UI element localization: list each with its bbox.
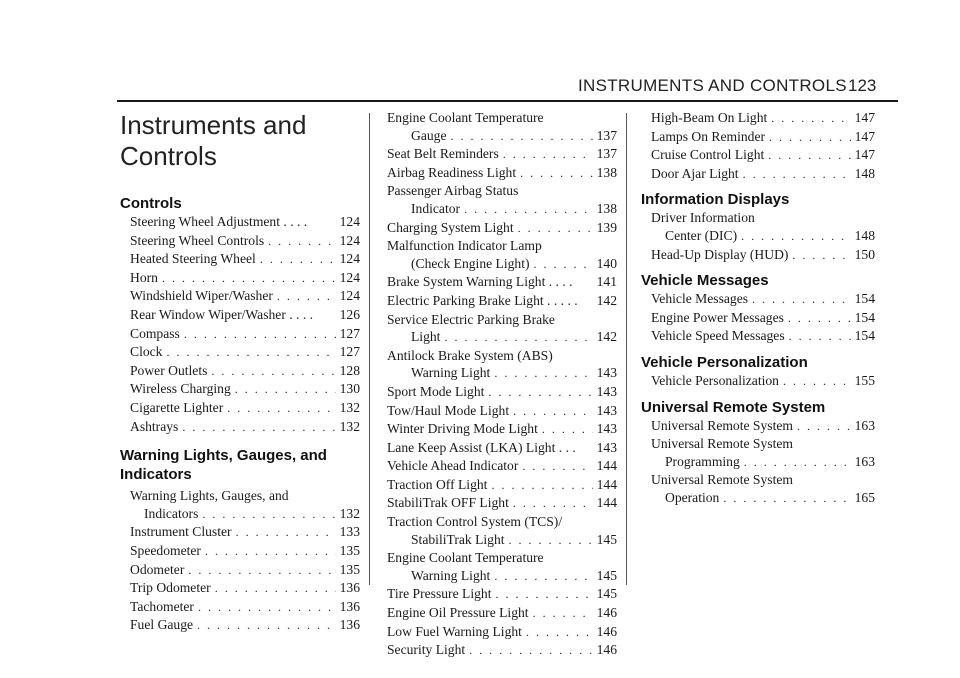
toc-entry[interactable]: Wireless Charging . . . 130: [120, 380, 360, 399]
toc-entry[interactable]: Vehicle Ahead Indicator . . . 144: [387, 457, 617, 476]
toc-entry[interactable]: Universal Remote System . . . 163: [641, 417, 875, 436]
toc-entry-lead[interactable]: Universal Remote System: [651, 436, 793, 452]
section-heading-vehicle-personalization: Vehicle Personalization: [641, 353, 808, 371]
toc-entry[interactable]: Instrument Cluster . . . 133: [120, 523, 360, 542]
toc-entry[interactable]: Security Light . . . 146: [387, 641, 617, 660]
toc-entry[interactable]: Fuel Gauge . . . 136: [120, 616, 360, 635]
toc-entry[interactable]: Heated Steering Wheel . . . 124: [120, 250, 360, 269]
toc-entry[interactable]: Odometer . . . 135: [120, 561, 360, 580]
toc-entry-lead[interactable]: Engine Coolant Temperature: [387, 110, 544, 125]
toc-entry[interactable]: Engine Power Messages . . . 154: [641, 309, 875, 328]
column-divider: [369, 113, 370, 585]
column-divider: [626, 113, 627, 585]
toc-entry[interactable]: Cruise Control Light . . . 147: [641, 146, 875, 165]
toc-entry-lead[interactable]: Antilock Brake System (ABS): [387, 347, 553, 363]
section-heading-controls: Controls: [120, 195, 182, 212]
toc-entry[interactable]: Steering Wheel Controls . . . 124: [120, 232, 360, 251]
chapter-title-line2: Controls: [120, 141, 217, 171]
toc-entry[interactable]: Ashtrays . . . 132: [120, 418, 360, 437]
toc-entry[interactable]: Seat Belt Reminders . . . 137: [387, 145, 617, 164]
toc-entry[interactable]: Compass . . . 127: [120, 325, 360, 344]
toc-entry-lead[interactable]: Passenger Airbag Status: [387, 183, 519, 199]
toc-column-1: [120, 194, 360, 635]
toc-entry[interactable]: StabiliTrak OFF Light . . . 144: [387, 494, 617, 513]
toc-entry[interactable]: Vehicle Messages . . . 154: [641, 290, 875, 309]
toc-entry-lead[interactable]: Engine Coolant Temperature: [387, 550, 544, 566]
toc-entry[interactable]: Sport Mode Light . . . 143: [387, 383, 617, 402]
toc-entry[interactable]: High-Beam On Light . . . 147: [641, 109, 875, 128]
section-heading-information-displays: Information Displays: [641, 191, 790, 209]
toc-column-2: [387, 109, 617, 660]
toc-entry[interactable]: Head-Up Display (HUD) . . . 150: [641, 246, 875, 265]
toc-entry[interactable]: Engine Oil Pressure Light . . . 146: [387, 604, 617, 623]
toc-entry[interactable]: Tachometer . . . 136: [120, 598, 360, 617]
toc-entry[interactable]: Electric Parking Brake Light . . . . . 142: [387, 292, 617, 308]
section-heading-universal-remote-system: Universal Remote System: [641, 398, 826, 416]
chapter-title: [120, 110, 306, 172]
toc-entry[interactable]: Clock . . . 127: [120, 343, 360, 362]
toc-entry-lead[interactable]: Driver Information: [651, 210, 755, 226]
toc-entry[interactable]: Horn . . . 124: [120, 269, 360, 288]
toc-entry-lead[interactable]: Warning Lights, Gauges, and: [130, 488, 289, 504]
toc-entry[interactable]: Rear Window Wiper/Washer . . . . 126: [130, 306, 360, 322]
toc-entry[interactable]: Cigarette Lighter . . . 132: [120, 399, 360, 418]
toc-entry[interactable]: Vehicle Personalization . . . 155: [641, 372, 875, 391]
toc-entry[interactable]: Airbag Readiness Light . . . 138: [387, 164, 617, 183]
toc-entry[interactable]: Steering Wheel Adjustment . . . . 124: [130, 214, 360, 229]
toc-entry[interactable]: Power Outlets . . . 128: [120, 362, 360, 381]
toc-entry[interactable]: Operation . . . 165: [641, 489, 875, 508]
toc-entry[interactable]: Warning Light . . . 143: [387, 364, 617, 383]
toc-entry[interactable]: Warning Light . . . 145: [387, 567, 617, 586]
toc-entry[interactable]: Trip Odometer . . . 136: [120, 579, 360, 598]
toc-entry[interactable]: Tire Pressure Light . . . 145: [387, 585, 617, 604]
toc-entry[interactable]: Brake System Warning Light . . . . 141: [387, 274, 617, 290]
toc-entry[interactable]: Charging System Light . . . 139: [387, 219, 617, 238]
section-heading-vehicle-messages: Vehicle Messages: [641, 272, 769, 290]
toc-entry-lead[interactable]: Universal Remote System: [651, 472, 793, 488]
toc-entry[interactable]: Winter Driving Mode Light . . . 143: [387, 420, 617, 439]
toc-entry-lead[interactable]: Traction Control System (TCS)/: [387, 514, 563, 530]
toc-entry[interactable]: Light . . . 142: [387, 328, 617, 347]
toc-entry[interactable]: Windshield Wiper/Washer . . . 124: [120, 287, 360, 306]
toc-entry[interactable]: Low Fuel Warning Light . . . 146: [387, 623, 617, 642]
header-rule: [117, 100, 898, 102]
toc-entry[interactable]: Gauge . . . 137: [387, 127, 617, 146]
toc-entry[interactable]: Speedometer . . . 135: [120, 542, 360, 561]
toc-entry[interactable]: Lamps On Reminder . . . 147: [641, 128, 875, 147]
toc-entry[interactable]: Lane Keep Assist (LKA) Light . . . 143: [387, 439, 617, 455]
toc-entry[interactable]: Vehicle Speed Messages . . . 154: [641, 327, 875, 346]
toc-entry-lead[interactable]: Malfunction Indicator Lamp: [387, 238, 542, 254]
toc-entry[interactable]: Traction Off Light . . . 144: [387, 476, 617, 495]
chapter-title-line1: Instruments and: [120, 110, 307, 140]
toc-entry[interactable]: Indicators . . . 132: [120, 505, 360, 524]
toc-entry[interactable]: Door Ajar Light . . . 148: [641, 165, 875, 184]
toc-entry[interactable]: (Check Engine Light) . . . 140: [387, 255, 617, 274]
toc-entry[interactable]: Tow/Haul Mode Light . . . 143: [387, 402, 617, 421]
section-heading-warning-lights: Warning Lights, Gauges, and Indicators: [120, 447, 327, 484]
running-header-title: INSTRUMENTS AND CONTROLS: [578, 76, 847, 95]
toc-entry[interactable]: Center (DIC) . . . 148: [641, 227, 875, 246]
toc-entry-lead[interactable]: Service Electric Parking Brake: [387, 311, 555, 327]
toc-column-3: [641, 109, 875, 508]
toc-entry[interactable]: Programming . . . 163: [641, 453, 875, 472]
toc-entry[interactable]: StabiliTrak Light . . . 145: [387, 531, 617, 550]
page-number: 123: [848, 76, 877, 95]
toc-entry[interactable]: Indicator . . . 138: [387, 200, 617, 219]
